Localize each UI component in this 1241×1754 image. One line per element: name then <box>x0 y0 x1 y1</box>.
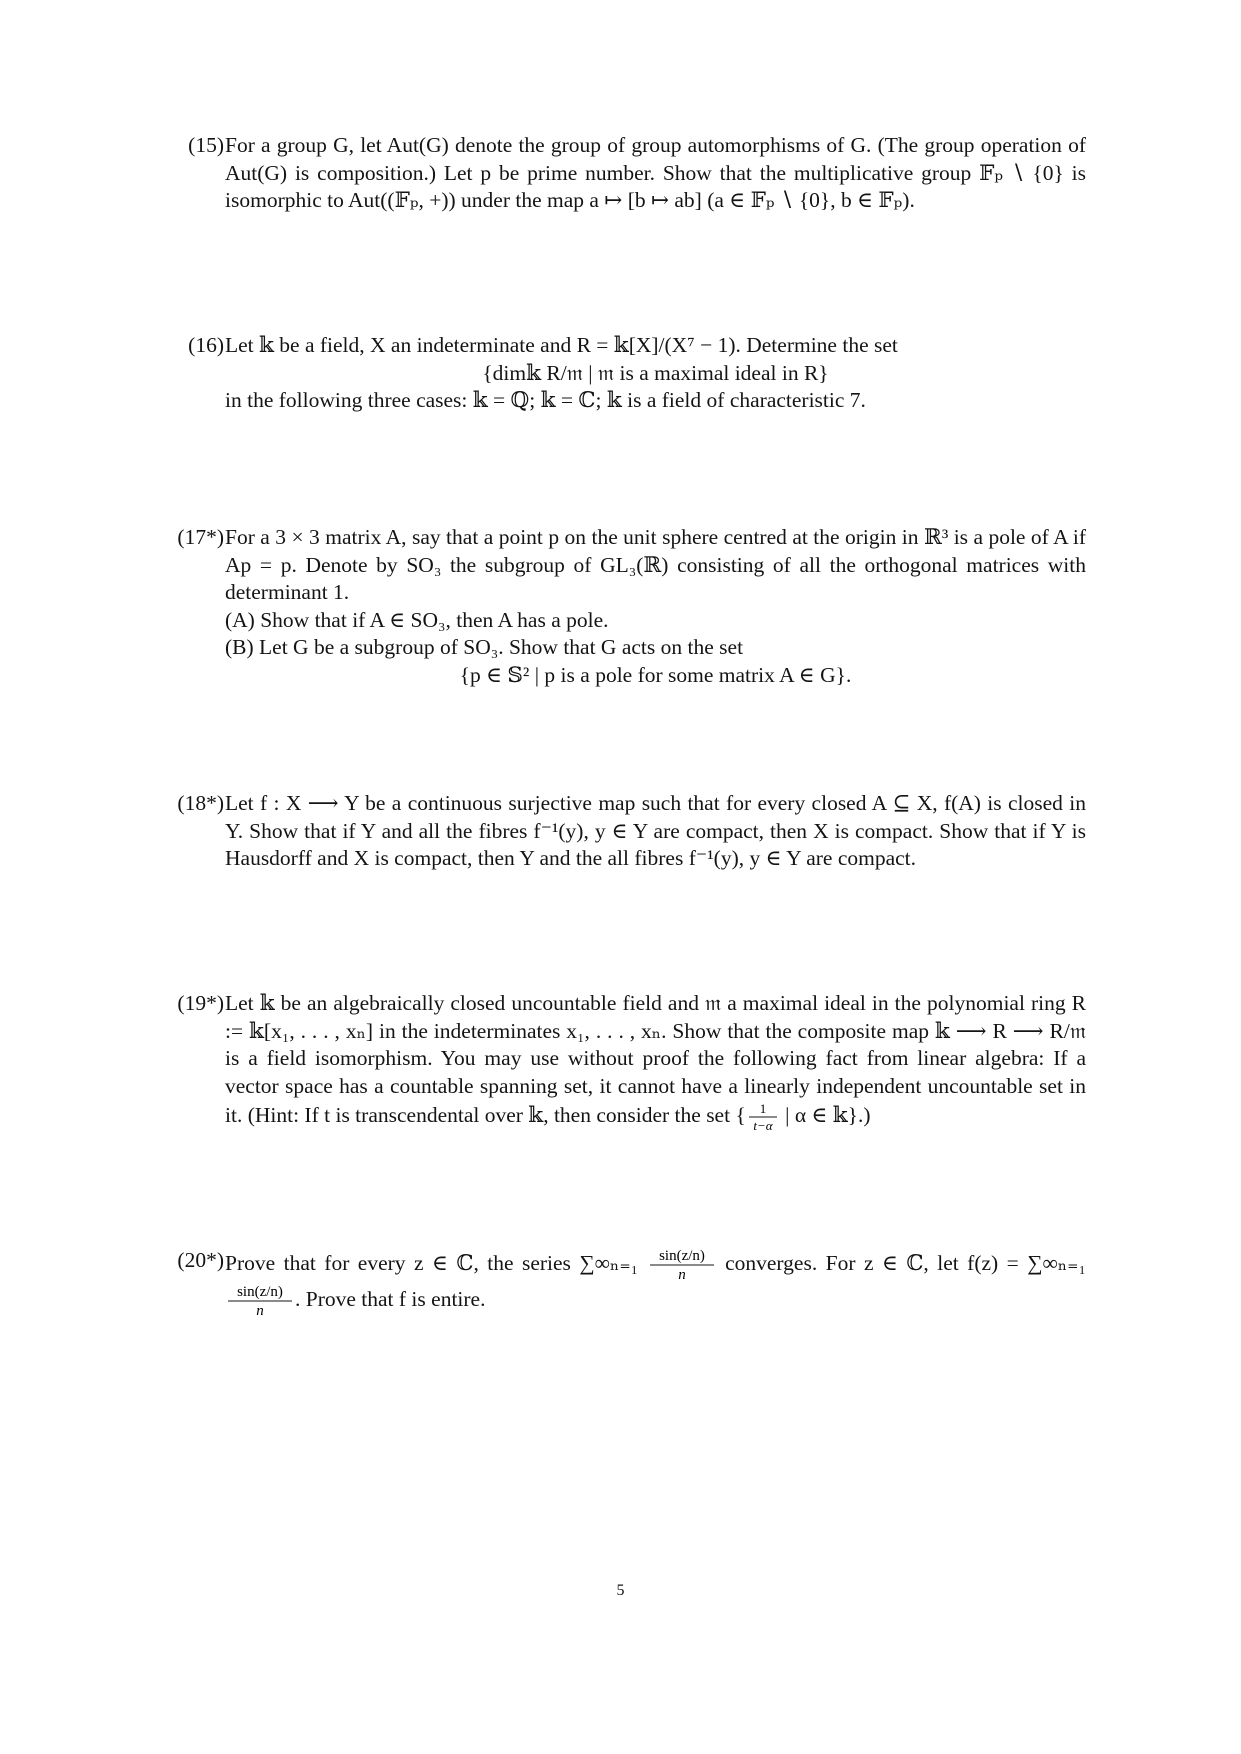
problem-text-part-1: Prove that for every z ∈ ℂ, the series ∑∞ₙ₌₁ <box>225 1250 639 1275</box>
problem-text <box>225 990 1086 1134</box>
problem-20 <box>166 1247 1086 1319</box>
series-term-fraction-2 <box>225 1283 295 1319</box>
problem-part-a: (A) Show that if A ∈ SO₃, then A has a pole. <box>225 607 609 632</box>
problem-number: (16) <box>188 333 224 357</box>
problem-19 <box>166 990 1086 1134</box>
problem-number: (17*) <box>177 525 224 549</box>
problem-text: For a group G, let Aut(G) denote the group of group automorphisms of G. (The group operation of Aut(G) is composition.) Let p be prime number. Show that the multiplicative group 𝔽ₚ ∖ {0} is isomorphic to Aut((𝔽ₚ, +)) under the map a ↦ [b ↦ ab] (a ∈ 𝔽ₚ ∖ {0}, b ∈ 𝔽ₚ). <box>225 133 1086 212</box>
fraction-numerator: sin(z/n) <box>658 1248 705 1264</box>
problem-text-part-2: converges. For z ∈ ℂ, let f(z) = <box>725 1250 1019 1275</box>
display-equation: {p ∈ 𝕊² | p is a pole for some matrix A ∈ G}. <box>459 662 852 687</box>
problem-text-main: Let 𝕜 be an algebraically closed uncountable field and 𝔪 a maximal ideal in the polynomial ring R := 𝕜[x₁, . . . , xₙ] in the indeterminates x₁, . . . , xₙ. Show that the composite map 𝕜 ⟶ R ⟶ R/𝔪 is a field isomorphism. You may use without proof the following fact from linear algebra: If a vector space has a countable spanning set, it cannot have a linearly independent uncountable set in it. (Hint: If t is transcendental over 𝕜, then consider the set <box>225 991 1086 1127</box>
problem-number: (15) <box>188 133 224 157</box>
problem-intro: Let 𝕜 be a field, X an indeterminate and R = 𝕜[X]/(X⁷ − 1). Determine the set <box>225 333 898 357</box>
series-term-fraction <box>647 1247 717 1283</box>
hint-fraction-numerator: 1 <box>759 1101 767 1116</box>
problem-text-part-4: . Prove that f is entire. <box>295 1286 486 1311</box>
problem-number: (19*) <box>177 991 224 1015</box>
hint-set-open: { <box>735 1102 746 1127</box>
hint-set-close: | α ∈ 𝕜}.) <box>779 1102 871 1127</box>
problem-outro: in the following three cases: 𝕜 = ℚ; 𝕜 = ℂ; 𝕜 is a field of characteristic 7. <box>225 388 866 412</box>
display-equation: {dim𝕜 R/𝔪 | 𝔪 is a maximal ideal in R} <box>482 360 829 385</box>
problem-text: Let f : X ⟶ Y be a continuous surjective map such that for every closed A ⊆ X, f(A) is closed in Y. Show that if Y and all the fibres f⁻¹(y), y ∈ Y are compact, then X is compact. Show that if Y is Hausdorff and X is compact, then Y and the all fibres f⁻¹(y), y ∈ Y are compact. <box>225 791 1086 870</box>
page-number: 5 <box>616 1582 625 1599</box>
fraction-numerator: sin(z/n) <box>237 1284 283 1300</box>
problem-18 <box>166 790 1086 873</box>
problem-part-b: (B) Let G be a subgroup of SO₃. Show that G acts on the set <box>225 635 744 659</box>
problem-number: (20*) <box>177 1248 224 1272</box>
fraction-denominator: n <box>677 1267 686 1283</box>
problem-intro: For a 3 × 3 matrix A, say that a point p on the unit sphere centred at the origin in ℝ³ is a pole of A if Ap = p. Denote by SO₃ the subgroup of GL₃(ℝ) consisting of all the orthogonal matrices with determinant 1. <box>225 525 1086 604</box>
problem-17 <box>166 524 1086 689</box>
problem-16 <box>166 332 1086 415</box>
fraction-denominator: n <box>256 1303 264 1319</box>
hint-fraction-denominator: t−α <box>753 1118 773 1133</box>
problem-text <box>225 1247 1086 1319</box>
problem-number: (18*) <box>177 791 224 815</box>
hint-fraction <box>746 1100 780 1134</box>
problem-text-part-3: ∑∞ₙ₌₁ <box>1027 1250 1087 1275</box>
problem-15 <box>166 132 1086 215</box>
